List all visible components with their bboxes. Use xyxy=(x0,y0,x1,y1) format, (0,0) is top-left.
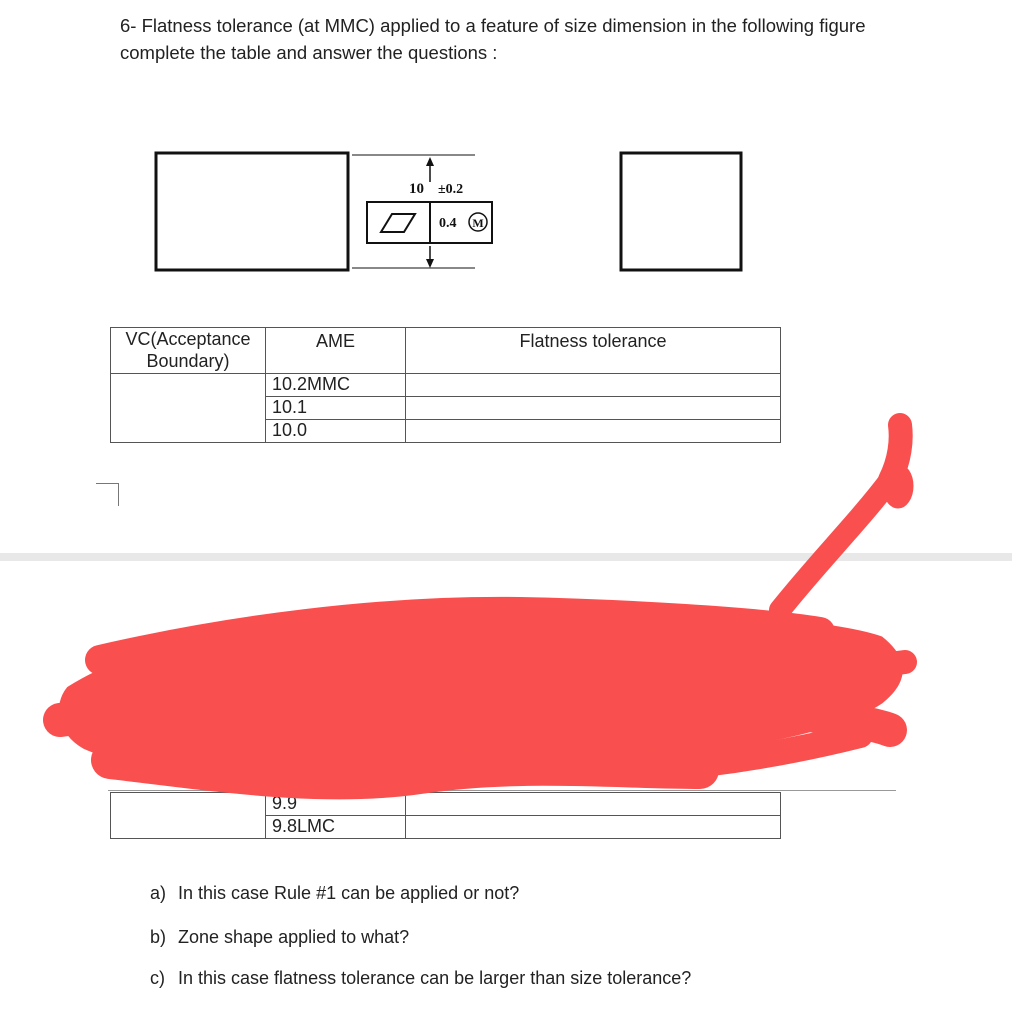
question-text: In this case flatness tolerance can be larger than size tolerance? xyxy=(178,968,692,988)
header-vc: VC(Acceptance Boundary) xyxy=(111,328,266,374)
fcf-modifier: M xyxy=(472,216,484,230)
question-text: Zone shape applied to what? xyxy=(178,927,410,947)
question-title: 6- Flatness tolerance (at MMC) applied to a feature of size dimension in the following figure complete the table and answer the questions : xyxy=(120,15,866,63)
question-label: c) xyxy=(150,968,165,988)
question-text: In this case Rule #1 can be applied or not? xyxy=(178,883,520,903)
ame-cell: 10.0 xyxy=(266,420,406,443)
question-label: a) xyxy=(150,883,167,903)
question-label: b) xyxy=(150,927,167,947)
question-a xyxy=(150,883,519,904)
ame-cell: 9.8LMC xyxy=(266,816,406,839)
ame-cell: 10.1 xyxy=(266,397,406,420)
question-b xyxy=(150,927,409,948)
question-c xyxy=(150,968,691,989)
ame-cell: 9.9 xyxy=(266,793,406,816)
ame-cell: 10.2MMC xyxy=(266,374,406,397)
dimension-tolerance: ±0.2 xyxy=(438,182,464,197)
header-ame: AME xyxy=(266,328,406,374)
header-flatness: Flatness tolerance xyxy=(406,328,781,374)
dimension-value: 10 xyxy=(409,181,424,197)
fcf-tolerance: 0.4 xyxy=(439,216,457,231)
